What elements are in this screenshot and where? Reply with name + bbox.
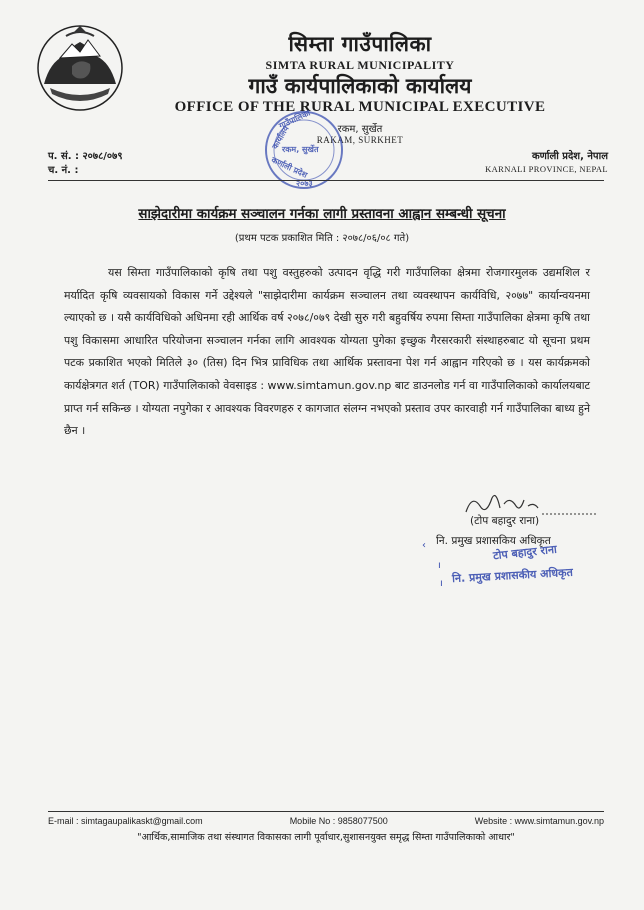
seal-text-1: गाउँपालिका <box>277 108 312 131</box>
notice-body: यस सिम्ता गाउँपालिकाको कृषि तथा पशु वस्तुहरुको उत्पादन वृद्धि गरी गाउँपालिका क्षेत्रमा रोजगारमुलक उद्यमशिल र मर्यादित कृषि व्यवसायको विकास गर्ने उद्देश्यले "साझेदारीमा कार्यक्रम सञ्चालन तथा व्यवस्थापन कार्यविधि, २०७७" कार्यान्वयनमा ल्याएको छ । यसै कार्यविधिको अधिनमा रही आर्थिक वर्ष २०७८/०७९ देखी सुरु गरी बहुवर्षिय रुपमा सिम्ता गाउँपालिका क्षेत्रमा कृषि तथा पशु विकासमा आधारित परियोजना सञ्चालन गर्नका लागि आवश्यक योग्यता पुगेका इच्छुक गैरसरकारी संस्थाहरुबाट यो सूचना प्रथम पटक प्रकाशित भएको मितिले ३० (तिस) दिन भित्र प्राविधिक तथा आर्थिक प्रस्तावना पेश गर्न आह्वान गरिएको छ । यस कार्यक्रमको कार्यक्षेत्रगत शर्त (TOR) गाउँपालिकाको वेवसाइड : www.simtamun.gov.np बाट डाउनलोड गर्न वा गाउँपालिकाको कार्यालयबाट प्राप्त गर्न सकिन्छ । योग्यता नपुगेका र आवश्यक विवरणहरु र कागजात संलग्न नभएको प्रस्ताव उपर कारवाही गर्न गाउँपालिका बाध्य हुने छैन । <box>64 266 590 438</box>
seal-year: २०७३ <box>296 179 313 188</box>
footer-motto: "आर्थिक,सामाजिक तथा संस्थागत विकासका लागी पूर्वाधार,सुशासनयुक्त समृद्ध सिम्ता गाउँपालिकाको आधार" <box>137 832 515 843</box>
province-english: KARNALI PROVINCE, NEPAL <box>485 164 608 174</box>
office-name-nepali: गाउँ कार्यपालिकाको कार्यालय <box>248 74 472 98</box>
footer-contacts <box>48 816 604 826</box>
pen-mark-icon: ‹ <box>422 540 426 551</box>
signature-stamp-name: टोप बहादुर राना <box>492 542 558 563</box>
address-english: RAKAM, SURKHET <box>316 135 404 145</box>
notice-subject: साझेदारीमा कार्यक्रम सञ्चालन गर्नका लागी प्रस्तावना आह्वान सम्बन्धी सूचना <box>138 207 506 222</box>
seal-text-3: रकम, सुर्खेत <box>282 145 319 154</box>
pen-mark-icon: ı <box>438 560 441 571</box>
nepal-emblem-icon <box>30 22 130 114</box>
dispatch-number: च. नं. : <box>48 165 79 176</box>
publication-date: (प्रथम पटक प्रकाशित मिति : २०७८/०६/०८ गते) <box>234 233 410 244</box>
address-nepali: रकम, सुर्खेत <box>337 124 383 135</box>
signatory-name: (टोप बहादुर राना) <box>470 515 540 527</box>
municipality-name-english: SIMTA RURAL MUNICIPALITY <box>265 58 455 72</box>
seal-text-2: कार्यालय <box>270 124 291 151</box>
signature-stamp-title: नि. प्रमुख प्रशासकीय अधिकृत <box>451 565 574 586</box>
footer-divider <box>48 811 604 812</box>
signatory-title: नि. प्रमुख प्रशासकिय अधिकृत <box>436 535 551 547</box>
office-name-english: OFFICE OF THE RURAL MUNICIPAL EXECUTIVE <box>174 99 546 115</box>
footer-email: E-mail : simtagaupalikaskt@gmail.com <box>48 816 203 826</box>
header-divider <box>48 180 604 181</box>
footer-website: Website : www.simtamun.gov.np <box>474 816 604 826</box>
pen-mark-icon: ı <box>440 578 443 589</box>
footer-mobile: Mobile No : 9858077500 <box>289 816 388 826</box>
municipality-name-nepali: सिम्ता गाउँपालिका <box>288 32 432 56</box>
seal-text-4: कर्णाली प्रदेश <box>269 155 309 180</box>
province-nepali: कर्णाली प्रदेश, नेपाल <box>531 151 608 162</box>
reference-number: प. सं. : २०७८/०७९ <box>48 151 123 162</box>
